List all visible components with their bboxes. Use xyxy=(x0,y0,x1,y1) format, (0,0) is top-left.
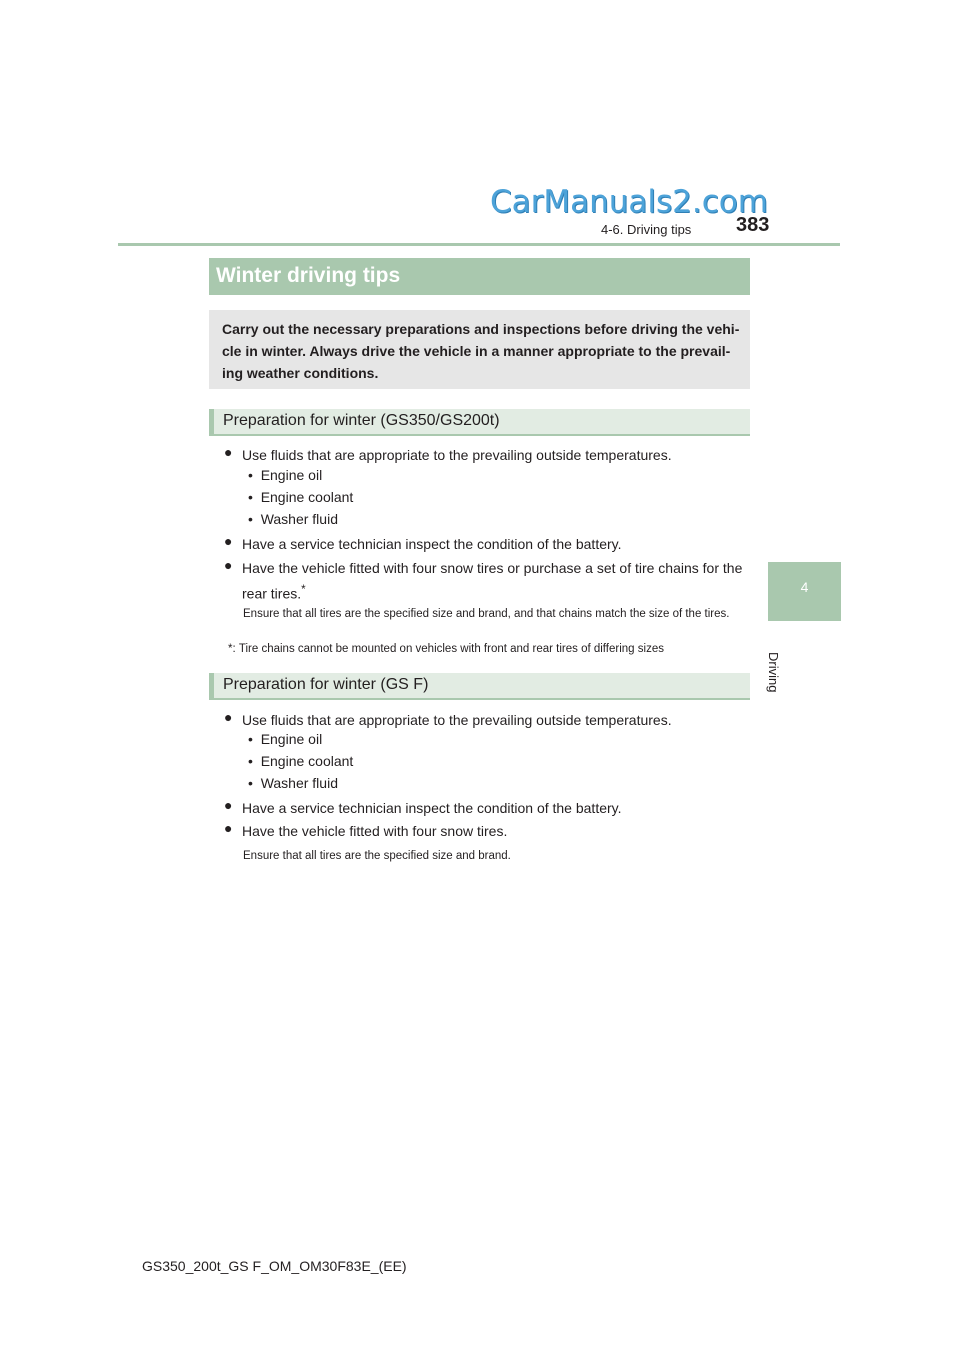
bullet-text: Use fluids that are appropriate to the prevailing outside temperatures. xyxy=(242,712,672,728)
sub-list-item xyxy=(248,731,322,747)
chapter-number: 4 xyxy=(800,579,809,595)
sub-item-text: Washer fluid xyxy=(260,511,338,527)
sub-list-item xyxy=(248,511,338,527)
note-text: Ensure that all tires are the specified size and brand, and that chains match the size of the tires. xyxy=(243,608,730,620)
bullet-text: Have a service technician inspect the condition of the battery. xyxy=(242,536,622,552)
sub-item-text: Engine oil xyxy=(260,731,323,747)
sub-list-item xyxy=(248,775,338,791)
footnote-text: Tire chains cannot be mounted on vehicles with front and rear tires of differing sizes xyxy=(238,643,664,655)
chapter-tab xyxy=(768,562,841,621)
section-heading-text: Preparation for winter (GS F) xyxy=(223,676,429,693)
bullet-text: Have a service technician inspect the condition of the battery. xyxy=(242,800,622,816)
sub-bullet-icon: • xyxy=(248,731,253,747)
sub-item-text: Engine coolant xyxy=(260,753,354,769)
document-code: GS350_200t_GS F_OM_OM30F83E_(EE) xyxy=(142,1258,407,1274)
sub-bullet-icon: • xyxy=(248,511,253,527)
asterisk-mark: * xyxy=(301,583,306,596)
header-rule xyxy=(118,243,840,246)
sub-bullet-icon: • xyxy=(248,753,253,769)
footnote xyxy=(228,643,748,655)
sub-item-text: Engine coolant xyxy=(260,489,354,505)
footnote-mark: *: xyxy=(228,643,236,655)
sub-bullet-icon: • xyxy=(248,467,253,483)
bullet-text: Have the vehicle fitted with four snow tires or purchase a set of tire chains for the rear tires. xyxy=(242,560,743,602)
sub-bullet-icon: • xyxy=(248,489,253,505)
note-text: Ensure that all tires are the specified size and brand. xyxy=(243,850,511,862)
page-title: Winter driving tips xyxy=(216,264,401,287)
intro-box xyxy=(209,310,750,389)
sub-list-item xyxy=(248,489,353,505)
page-number: 383 xyxy=(736,214,770,236)
sub-item-text: Washer fluid xyxy=(260,775,338,791)
bullet-text-with-asterisk xyxy=(242,557,752,605)
bullet-icon: ● xyxy=(224,444,233,460)
sub-list-item xyxy=(248,753,353,769)
intro-text: Carry out the necessary preparations and inspections before driving the vehi-cle in winter. Always drive the vehicle in a manner appropriate to the prevail-ing weather conditions. xyxy=(222,321,740,381)
section-reference: 4-6. Driving tips xyxy=(601,222,692,237)
section-heading-text: Preparation for winter (GS350/GS200t) xyxy=(223,412,500,429)
chapter-label: Driving xyxy=(766,652,781,693)
sub-item-text: Engine oil xyxy=(260,467,323,483)
bullet-icon: ● xyxy=(224,533,233,549)
bullet-icon: ● xyxy=(224,557,233,573)
bullet-text: Use fluids that are appropriate to the prevailing outside temperatures. xyxy=(242,447,672,463)
sub-list-item xyxy=(248,467,322,483)
bullet-text: Have the vehicle fitted with four snow tires. xyxy=(242,823,508,839)
bullet-icon: ● xyxy=(224,709,233,725)
section-heading-gsf xyxy=(209,673,750,700)
title-bar xyxy=(209,258,750,295)
section-heading-gs350 xyxy=(209,409,750,436)
bullet-icon: ● xyxy=(224,820,233,836)
bullet-icon: ● xyxy=(224,797,233,813)
watermark-logo[interactable]: CarManuals2.com xyxy=(490,184,768,220)
sub-bullet-icon: • xyxy=(248,775,253,791)
